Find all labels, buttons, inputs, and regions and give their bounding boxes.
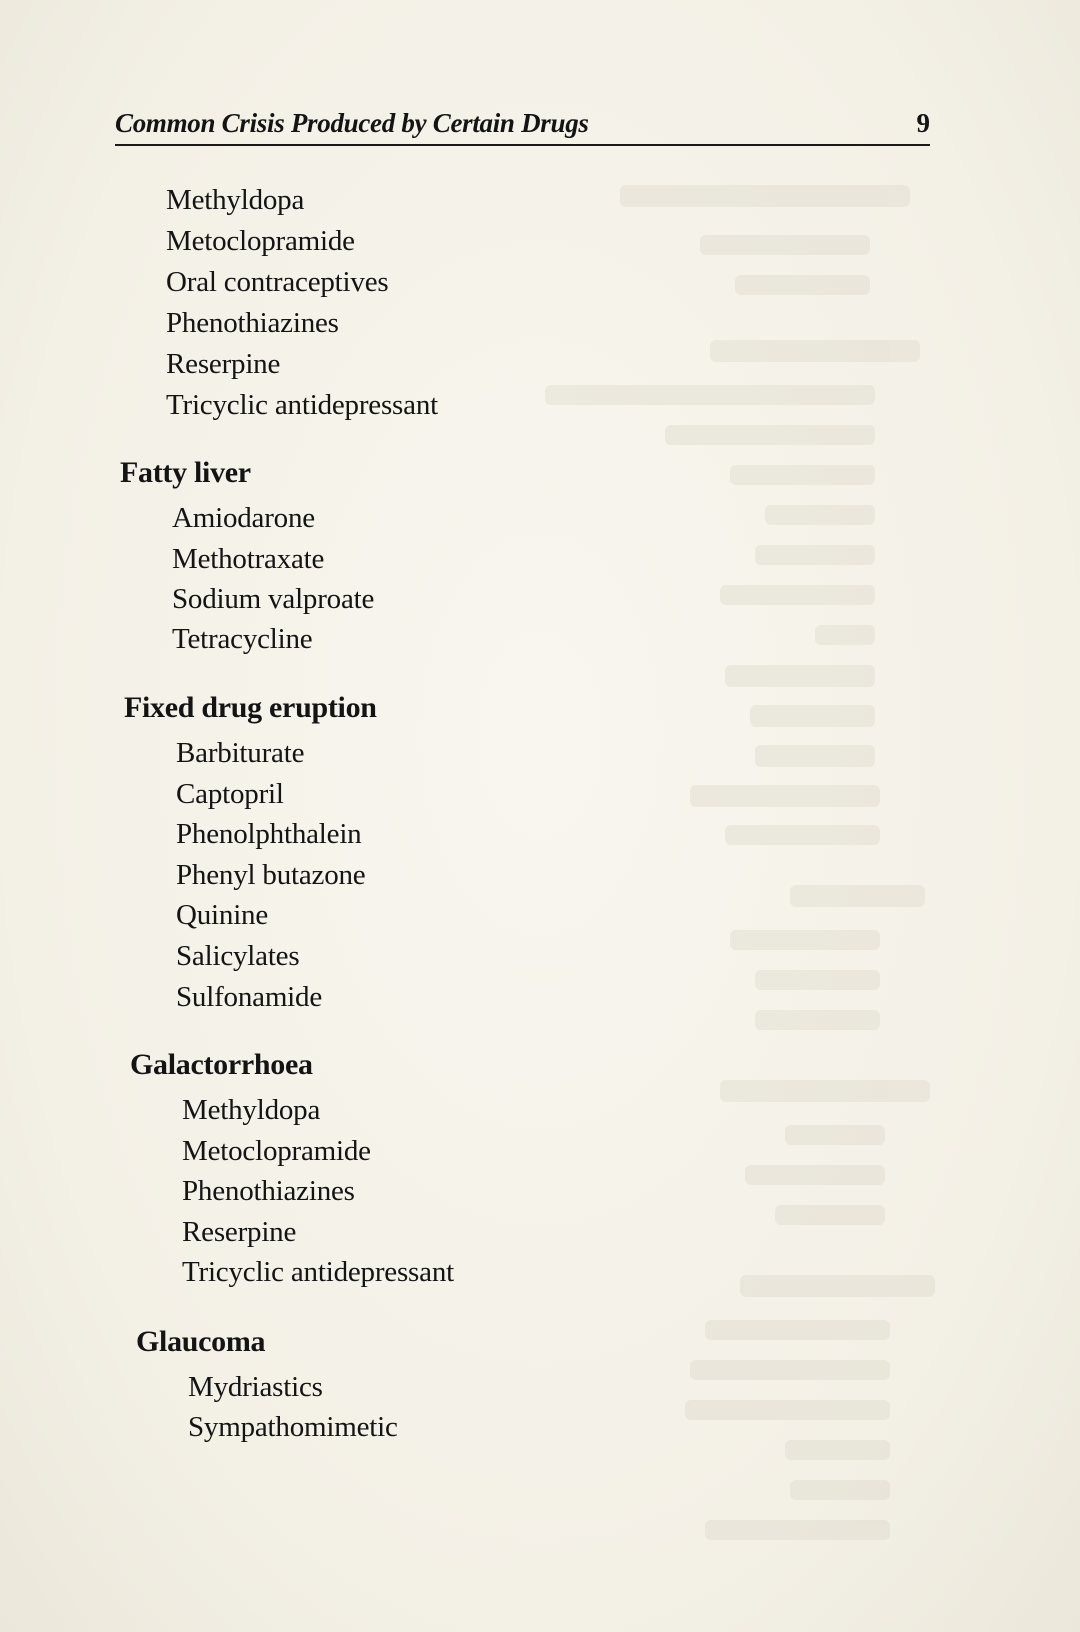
list-item: Salicylates [176,940,300,972]
list-item: Methyldopa [182,1094,321,1126]
section-heading-fatty-liver: Fatty liver [120,456,251,489]
list-item: Reserpine [166,348,281,380]
list-item: Captopril [176,778,284,810]
list-item: Methotraxate [172,543,325,575]
list-item: Tetracycline [172,623,313,655]
section-heading-galactorrhoea: Galactorrhoea [130,1048,313,1081]
list-item: Phenothiazines [166,307,339,339]
list-item: Phenyl butazone [176,859,366,891]
section-heading-glaucoma: Glaucoma [136,1325,266,1358]
list-item: Amiodarone [172,502,315,534]
list-item: Mydriastics [188,1371,323,1403]
list-item: Tricyclic antidepressant [182,1256,454,1288]
list-item: Metoclopramide [166,225,355,257]
list-item: Sympathomimetic [188,1411,398,1443]
list-item: Methyldopa [166,184,305,216]
list-item: Quinine [176,899,269,931]
list-item: Metoclopramide [182,1135,371,1167]
page-number: 9 [916,108,930,138]
list-item: Tricyclic antidepressant [166,389,438,421]
list-item: Phenothiazines [182,1175,355,1207]
header-title: Common Crisis Produced by Certain Drugs [115,108,589,138]
list-item: Sulfonamide [176,981,323,1013]
list-item: Reserpine [182,1216,297,1248]
running-header [115,104,930,146]
section-heading-fixed-drug-eruption: Fixed drug eruption [124,691,377,724]
list-item: Oral contraceptives [166,266,389,298]
list-item: Barbiturate [176,737,305,769]
list-item: Sodium valproate [172,583,375,615]
list-item: Phenolphthalein [176,818,362,850]
